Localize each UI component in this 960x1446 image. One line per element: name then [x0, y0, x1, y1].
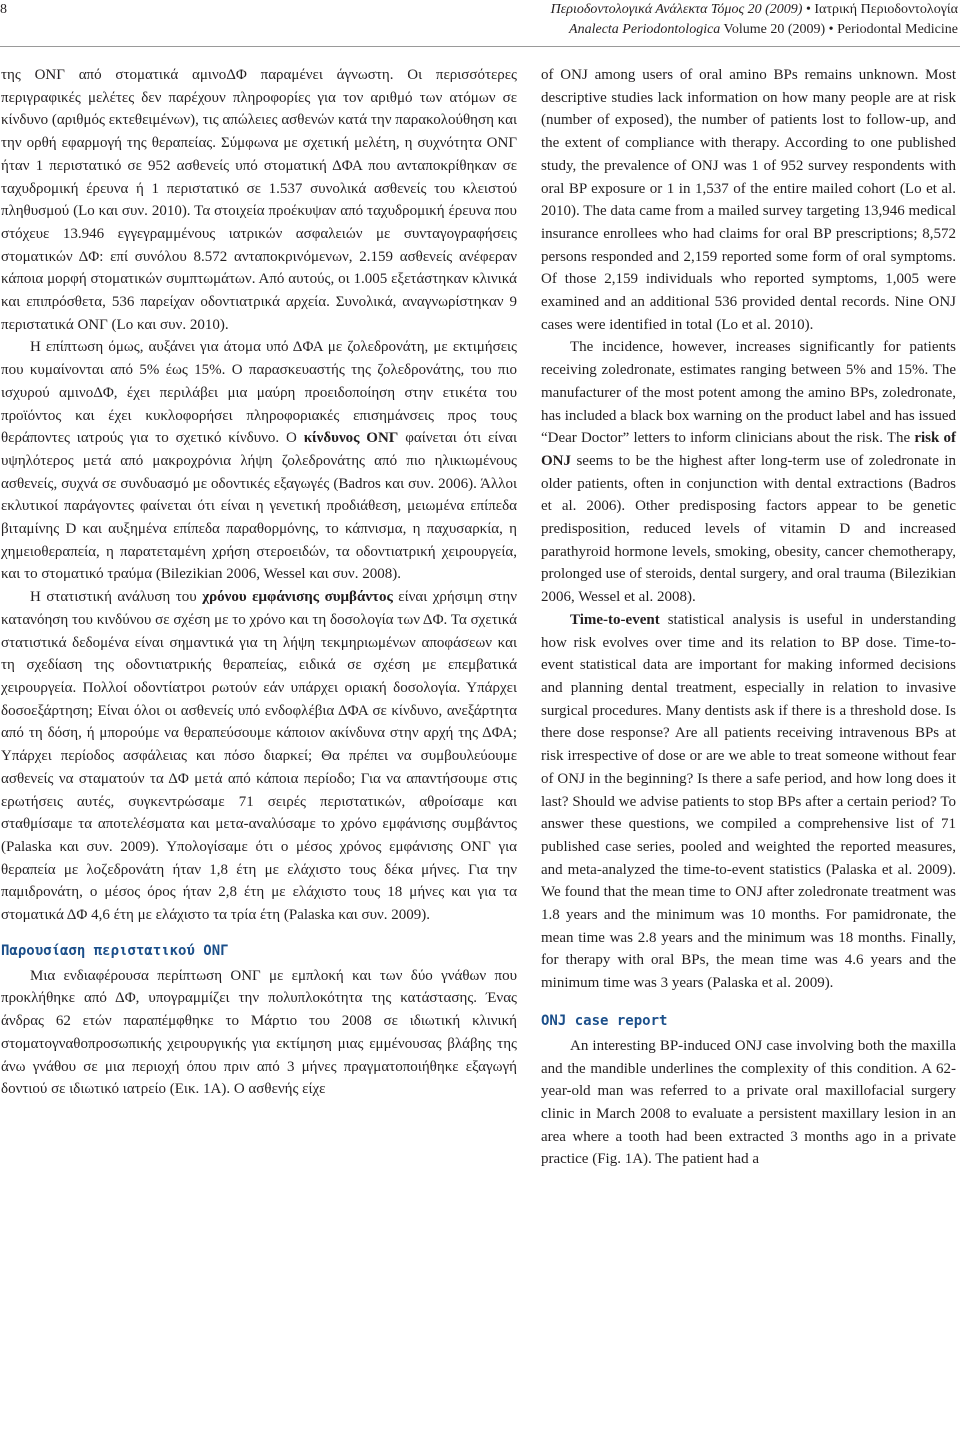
- english-journal-title: Analecta Periodontologica: [569, 22, 721, 37]
- greek-section-name: Ιατρική Περιοδοντολογία: [814, 2, 958, 17]
- english-paragraph-prevalence: of ONJ among users of oral amino BPs remains unknown. Most descriptive studies lack information on how many people are at risk (number of exposed), the number of patients lost to follow-up, and the extent of compliance with therapy. According to one published study, the prevalence of ONJ was 1 of 952 survey respondents with oral BP exposure or 1 in 1,537 of the entire mailed cohort (Lo et al. 2010). The data came from a mailed survey targeting 13,946 medical insurance enrollees who had claims for oral BP prescriptions; 8,572 persons responded and 2,159 reported some form of oral symptoms. Of those 2,159 individuals who reported symptoms, 1,005 were examined and an additional 536 provided dental records. Nine ONJ cases were identified in total (Lo et al. 2010).: [541, 67, 956, 333]
- header-divider: [0, 46, 960, 47]
- english-volume: Volume 20 (2009): [723, 22, 826, 37]
- running-head: [258, 0, 958, 40]
- greek-bold-term-risk: κίνδυνος ΟΝΓ: [303, 430, 399, 447]
- english-section-name: Periodontal Medicine: [837, 22, 958, 37]
- greek-column: [1, 64, 517, 1101]
- greek-paragraph-incidence: Η επίπτωση όμως, αυξάνει για άτομα υπό ΔΦΑ με ζολεδρονάτη, με εκτιμήσεις που κυμαίνονται από 5% έως 15%. Ο παρασκευαστής της ζολεδρονάτης, του πιο ισχυρού αμινοΔΦ, έχει περιλάβει μια μαύρη προειδοποίηση στην ετικέτα του προϊόντος και έχει κυκλοφορήσει πληροφοριακές επισημάνσεις προς τους θεράποντες ιατρούς για το σχετικό κίνδυνο. Ο κίνδυνος ΟΝΓ φαίνεται ότι είναι υψηλότερος μετά από μακροχρόνια λήψη ζολεδρονάτης από πιο ηλικιωμένους ασθενείς, συχνά σε συνδυασμό με οδοντικές εξαγωγές (Badros και συν. 2006). Άλλοι εκλυτικοί παράγοντες φαίνεται ότι είναι η γενετική προδιάθεση, μειωμένα επίπεδα βιταμίνης D και αυξημένα επίπεδα παραθορμόνης, το κάπνισμα, η παχυσαρκία, η χημειοθεραπεία, η παρατεταμένη χρήση στεροειδών, τα οδοντιατρική χειρουργεία, και το στοματικό τραύμα (Bilezikian 2006, Wessel και συν. 2008).: [1, 339, 517, 583]
- greek-paragraph-prevalence: της ΟΝΓ από στοματικά αμινοΔΦ παραμένει άγνωστη. Οι περισσότερες περιγραφικές μελέτες δεν παρέχουν πληροφορίες για τον αριθμό των ατόμων σε κίνδυνο (αριθμός εκτεθειμένων), τις απώλειες ασθενών κατά την παρακολούθηση και την ορθή εφαρμογή της θεραπείας. Σύμφωνα με σχετική μελέτη, η συχνότητα ΟΝΓ ήταν 1 περιστατικό σε 952 ασθενείς υπό στοματική ΔΦΑ που ανταποκρίθηκαν σε ταχυδρομική έρευνα ή 1 περιστατικό σε 1.537 συνολικά ασθενείς του κλειστού πληθυσμού (Lo και συν. 2010). Τα στοιχεία προέκυψαν από ταχυδρομική έρευνα που στόχευε 13.946 εγγεγραμμένους ιατρικών ασφαλειών με συνταγογραφήσεις στοματικών ΔΦ: επί συνόλου 8.572 ανταποκρινόμενων, 2.159 ασθενείς ανέφεραν κάποια μορφή στοματικών συμπτωμάτων. Από αυτούς, οι 1.005 εξετάστηκαν κλινικά και επιπρόσθετα, 536 παρείχαν οδοντιατρικά αρχεία. Συνολικά, αναγνωρίστηκαν 9 περιστατικά ΟΝΓ (Lo και συν. 2010).: [1, 67, 518, 333]
- separator-bullet: •: [828, 22, 834, 37]
- greek-paragraph-case-report: Μια ενδιαφέρουσα περίπτωση ΟΝΓ με εμπλοκή και των δύο γνάθων που προκλήθηκε από ΔΦ, υπογραμμίζει την πολυπλοκότητα της κατάστασης. Ένας άνδρας 62 ετών παραπέμφθηκε το Μάρτιο του 2008 σε ιδιωτική κλινική στοματογναθοπροσωπικής χειρουργικής για εκτίμηση μιας εμμένουσας βλάβης της άνω γνάθου σε μια περιοχή όπου πριν από 3 μήνες πραγματοποιήθηκε εξαγωγή δοντιού σε ιδιωτικό ιατρείο (Εικ. 1Α). Ο ασθενής είχε: [1, 967, 517, 1098]
- english-bold-term-time-to-event: Time-to-event: [570, 611, 660, 628]
- greek-volume: Τόμος 20 (2009): [710, 2, 803, 17]
- running-head-english: [258, 20, 958, 40]
- page-number: 8: [0, 2, 7, 17]
- greek-section-heading: Παρουσίαση περιστατικού ΟΝΓ: [1, 942, 229, 959]
- english-paragraph-time-to-event: Time-to-event statistical analysis is useful in understanding how risk evolves over time and its relation to BP dose. Time-to-event statistical data are important for making informed decisions and planning dental treatment, especially in relation to invasive surgical procedures. Many dentists ask if there is a threshold dose. Is there dose response? Are all patients receiving intravenous BPs at risk irrespective of dose or are we able to treat someone without fear of ONJ in the beginning? Is there a safe period, and how long does it last? Should we advise patients to stop BPs after a certain period? To answer these questions, we compiled a comprehensive list of 71 published case series, pooled and weighted the reported measures, and meta-analyzed the time-to-event statistics (Palaska et al. 2009). We found that the mean time to ONJ after zoledronate treatment was 1.8 years and the minimum was 10 months. For pamidronate, the mean time was 2.8 years and the minimum was 18 months. Finally, for therapy with oral BPs, the mean time was 4.6 years and the minimum time was 3 years (Palaska et al. 2009).: [541, 611, 956, 992]
- english-section-heading: ONJ case report: [541, 1012, 668, 1029]
- greek-bold-term-time-to-event: χρόνου εμφάνισης συμβάντος: [202, 589, 393, 606]
- english-paragraph-incidence: The incidence, however, increases significantly for patients receiving zoledronate, estimates ranging between 5% and 15%. The manufacturer of the most potent among the amino BPs, zoledronate, has included a black box warning on the product label and has issued “Dear Doctor” letters to inform clinicians about the risk. The risk of ONJ seems to be the highest after long-term use of zoledronate in older patients, often in conjunction with dental extractions (Badros et al. 2006). Other predisposing factors appear to be genetic predisposition, reduced levels of vitamin D and increased parathyroid hormone levels, smoking, obesity, cancer chemotherapy, prolonged use of steroids, dental surgery, and oral trauma (Bilezikian 2006, Wessel et al. 2008).: [541, 339, 957, 606]
- english-column: [541, 64, 956, 1171]
- separator-bullet: •: [805, 2, 811, 17]
- english-paragraph-case-report: An interesting BP-induced ONJ case involving both the maxilla and the mandible underlines the complexity of this condition. A 62-year-old man was referred to a private oral maxillofacial surgery clinic in March 2008 to evaluate a persistent maxillary lesion in an area where a tooth had been extracted 3 months ago in a private practice (Fig. 1A). The patient had a: [541, 1037, 956, 1168]
- running-head-greek: [258, 0, 958, 20]
- greek-paragraph-time-to-event: Η στατιστική ανάλυση του χρόνου εμφάνισης συμβάντος είναι χρήσιμη στην κατανόηση του κινδύνου σε σχέση με το χρόνο και τη δοσολογία των ΔΦ. Τα σχετικά στατιστικά δεδομένα είναι σημαντικά για τη λήψη τεκμηριωμένων αποφάσεων και τη σχεδίαση της οδοντιατρικής θεραπείας, ειδικά σε σχέση με επεμβατικά χειρουργεία. Πολλοί οδοντίατροι ρωτούν εάν υπάρχει οριακή δοσολογία. Υπάρχει δοσοεξάρτηση; Είναι όλοι οι ασθενείς υπό ενδοφλέβια ΔΦΑ σε κίνδυνο, ανεξάρτητα από τη δόση, ή μπορούμε να θεραπεύσουμε κάποιον ακίνδυνα στην αρχή της ΔΦΑ; Υπάρχει περίοδος ασφάλειας και πόσο διαρκεί; Θα πρέπει να συμβουλεύουμε ασθενείς να σταματούν τα ΔΦ μετά από κάποια περίοδο; Για να απαντήσουμε στις ερωτήσεις αυτές, συγκεντρώσαμε 71 σειρές περιστατικών, αθροίσαμε και σταθμίσαμε τα αποτελέσματα και μετα-αναλύσαμε το χρόνο εμφάνισης συμβάντος (Palaska και συν. 2009). Υπολογίσαμε ότι ο μέσος χρόνος εμφάνισης ΟΝΓ για θεραπεία με λοζεδρονάτη ήταν 1,8 έτη με ελάχιστο τους δέκα μήνες. Για την παμιδρονάτη, ο μέσος όρος ήταν 2,8 έτη με ελάχιστο τους 18 μήνες και για τα στοματικά ΔΦ 4,6 έτη με ελάχιστο τα τρία έτη (Palaska και συν. 2009).: [1, 589, 517, 924]
- greek-journal-title: Περιοδοντολογικά Ανάλεκτα: [550, 2, 708, 17]
- english-bold-term-risk: risk of ONJ: [541, 430, 957, 469]
